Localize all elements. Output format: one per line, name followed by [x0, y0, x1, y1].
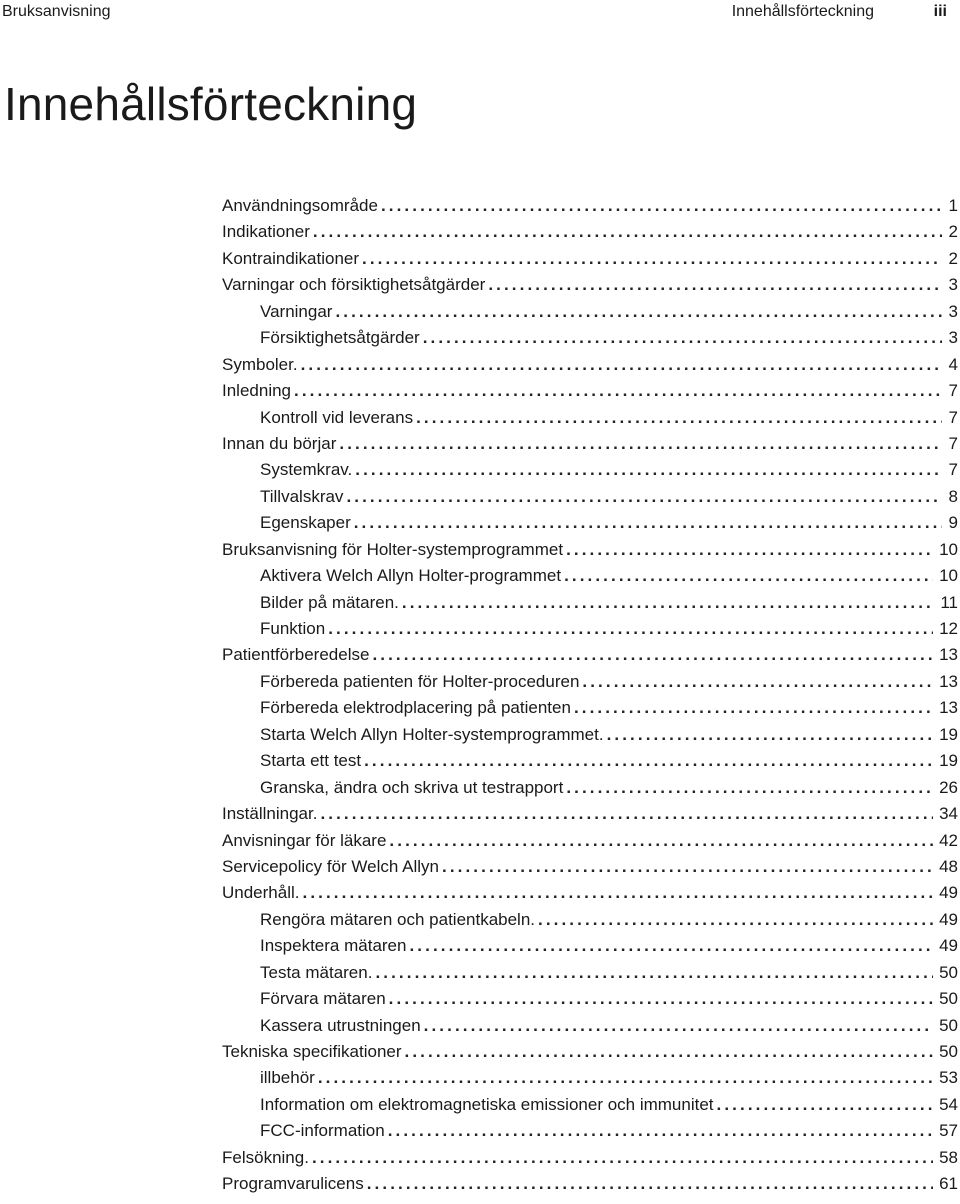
toc-dot-leader — [717, 1092, 934, 1118]
toc-dot-leader — [607, 722, 934, 748]
toc-entry-page-number: 4 — [948, 354, 958, 374]
toc-dot-leader — [409, 933, 933, 959]
toc-entry[interactable] — [222, 484, 960, 510]
toc-entry[interactable] — [222, 325, 960, 351]
toc-entry-label: Information om elektromagnetiska emissioner och immunitet — [260, 1094, 714, 1114]
toc-entry[interactable] — [222, 1118, 960, 1144]
toc-entry-page-number: 53 — [939, 1068, 958, 1088]
toc-entry-label: Starta Welch Allyn Holter-systemprogrammet. — [260, 724, 604, 744]
toc-dot-leader — [405, 1039, 934, 1065]
toc-entry-page-number: 12 — [939, 619, 958, 638]
toc-dot-leader — [389, 828, 933, 854]
toc-entry-label: Programvarulicens — [222, 1174, 364, 1194]
toc-entry-label: Tillvalskrav — [260, 486, 344, 506]
toc-dot-leader — [538, 907, 933, 933]
toc-entry-label: Anvisningar för läkare — [222, 830, 387, 850]
toc-entry-label: Varningar — [260, 301, 333, 321]
toc-dot-leader — [564, 563, 933, 589]
toc-entry[interactable] — [222, 616, 960, 642]
toc-entry-label: illbehör — [260, 1068, 315, 1088]
toc-entry[interactable] — [222, 510, 960, 536]
toc-dot-leader — [313, 219, 942, 245]
toc-entry[interactable] — [222, 272, 960, 298]
toc-entry-label: Rengöra mätaren och patientkabeln. — [260, 909, 536, 929]
toc-entry-label: Tekniska specifikationer — [222, 1042, 402, 1061]
toc-entry-label: Kassera utrustningen — [260, 1015, 421, 1035]
toc-entry-label: Förvara mätaren — [260, 989, 386, 1009]
toc-entry-page-number: 9 — [948, 513, 958, 533]
toc-entry[interactable] — [222, 880, 960, 906]
toc-entry-label: Inställningar. — [222, 804, 318, 824]
toc-dot-leader — [362, 246, 942, 272]
toc-entry-page-number: 49 — [939, 883, 958, 903]
toc-dot-leader — [346, 484, 942, 510]
toc-entry-label: Inledning — [222, 381, 292, 401]
toc-entry-page-number: 13 — [939, 645, 958, 665]
toc-entry-label: Förbereda elektrodplacering på patienten — [260, 698, 571, 718]
toc-entry-page-number: 3 — [948, 328, 958, 348]
toc-entry-label: Innan du börjar — [222, 433, 337, 453]
toc-entry-label: Symboler. — [222, 354, 298, 374]
toc-entry[interactable] — [222, 299, 960, 325]
toc-entry-page-number: 7 — [948, 433, 958, 453]
toc-dot-leader — [354, 510, 942, 536]
toc-dot-leader — [566, 775, 933, 801]
toc-dot-leader — [424, 1013, 933, 1039]
toc-dot-leader — [294, 378, 942, 404]
header-document-title: Bruksanvisning — [2, 3, 111, 20]
toc-dot-leader — [328, 616, 933, 642]
toc-entry-page-number: 7 — [948, 460, 958, 480]
toc-entry-page-number: 61 — [939, 1174, 958, 1194]
toc-entry[interactable] — [222, 722, 960, 748]
toc-entry-label: Starta ett test — [260, 751, 362, 771]
toc-entry-label: Användningsområde — [222, 196, 378, 215]
toc-dot-leader — [303, 880, 934, 906]
toc-entry[interactable] — [222, 1171, 960, 1197]
toc-entry-label: Förbereda patienten för Holter-proceduren — [260, 671, 580, 691]
toc-entry-label: Indikationer — [222, 222, 310, 242]
toc-dot-leader — [442, 854, 933, 880]
toc-entry-page-number: 10 — [939, 539, 958, 559]
toc-entry-page-number: 2 — [948, 248, 958, 268]
toc-entry-label: Testa mätaren. — [260, 962, 373, 982]
toc-dot-leader — [566, 537, 933, 563]
toc-entry-label: Kontraindikationer — [222, 248, 360, 268]
toc-entry-label: Egenskaper — [260, 513, 351, 533]
toc-entry[interactable] — [222, 748, 960, 774]
toc-entry-label: Systemkrav. — [260, 460, 353, 480]
toc-entry-label: Inspektera mätaren — [260, 936, 407, 956]
toc-entry[interactable] — [222, 695, 960, 721]
toc-entry-label: Patientförberedelse — [222, 645, 370, 665]
toc-entry[interactable] — [222, 193, 960, 219]
toc-dot-leader — [488, 272, 942, 298]
toc-dot-leader — [364, 748, 933, 774]
toc-dot-leader — [582, 669, 933, 695]
toc-entry-page-number: 1 — [948, 196, 958, 215]
toc-entry-page-number: 50 — [939, 962, 958, 982]
toc-entry-page-number: 50 — [939, 989, 958, 1009]
toc-dot-leader — [423, 325, 942, 351]
toc-entry[interactable] — [222, 219, 960, 245]
toc-entry[interactable] — [222, 563, 960, 589]
toc-entry-label: FCC-information — [260, 1121, 385, 1141]
toc-entry[interactable] — [222, 669, 960, 695]
toc-entry-label: Funktion — [260, 619, 326, 638]
toc-dot-leader — [375, 960, 933, 986]
toc-entry[interactable] — [222, 590, 960, 616]
toc-dot-leader — [381, 193, 942, 219]
toc-dot-leader — [339, 431, 942, 457]
toc-dot-leader — [301, 352, 942, 378]
table-of-contents — [222, 193, 960, 1198]
toc-entry-page-number: 50 — [939, 1042, 958, 1061]
toc-entry[interactable] — [222, 1092, 960, 1118]
toc-entry[interactable] — [222, 775, 960, 801]
toc-dot-leader — [335, 299, 942, 325]
toc-dot-leader — [574, 695, 933, 721]
toc-entry-page-number: 13 — [939, 671, 958, 691]
header-page-number: iii — [933, 3, 947, 20]
toc-entry-page-number: 11 — [940, 592, 958, 612]
toc-entry[interactable] — [222, 378, 960, 404]
toc-entry[interactable] — [222, 405, 960, 431]
toc-entry-label: Granska, ändra och skriva ut testrapport — [260, 777, 564, 797]
toc-entry-page-number: 8 — [948, 486, 958, 506]
toc-entry-label: Kontroll vid leverans — [260, 407, 414, 427]
toc-entry-page-number: 10 — [939, 566, 958, 586]
header-section-title: Innehållsförteckning — [731, 3, 874, 20]
toc-entry-page-number: 42 — [939, 830, 958, 850]
toc-entry-page-number: 13 — [939, 698, 958, 718]
toc-entry[interactable] — [222, 431, 960, 457]
toc-dot-leader — [320, 801, 933, 827]
toc-dot-leader — [388, 1118, 933, 1144]
toc-dot-leader — [367, 1171, 933, 1197]
toc-entry[interactable] — [222, 537, 960, 563]
toc-entry-label: Bruksanvisning för Holter-systemprogrammet — [222, 539, 564, 559]
toc-entry-page-number: 34 — [939, 804, 958, 824]
toc-entry-label: Varningar och försiktighetsåtgärder — [222, 275, 486, 295]
toc-entry[interactable] — [222, 828, 960, 854]
toc-entry-label: Försiktighetsåtgärder — [260, 328, 420, 348]
toc-entry-label: Aktivera Welch Allyn Holter-programmet — [260, 566, 562, 586]
page-title: Innehållsförteckning — [4, 78, 418, 130]
toc-dot-leader — [355, 457, 942, 483]
toc-entry-label: Felsökning. — [222, 1147, 309, 1167]
toc-entry[interactable] — [222, 986, 960, 1012]
toc-dot-leader — [416, 405, 942, 431]
toc-entry-page-number: 7 — [948, 407, 958, 427]
toc-dot-leader — [312, 1145, 933, 1171]
toc-entry-page-number: 57 — [939, 1121, 958, 1141]
toc-entry[interactable] — [222, 1039, 960, 1065]
toc-entry-page-number: 19 — [939, 751, 958, 771]
toc-entry[interactable] — [222, 907, 960, 933]
running-header — [0, 0, 960, 30]
toc-dot-leader — [402, 590, 934, 616]
toc-entry-page-number: 49 — [939, 936, 958, 956]
toc-entry-page-number: 3 — [948, 301, 958, 321]
toc-entry-label: Bilder på mätaren. — [260, 592, 399, 612]
toc-entry-label: Underhåll. — [222, 883, 300, 903]
toc-entry[interactable] — [222, 1065, 960, 1091]
toc-entry-page-number: 54 — [939, 1094, 958, 1114]
toc-entry[interactable] — [222, 1013, 960, 1039]
toc-entry[interactable] — [222, 246, 960, 272]
toc-entry-label: Servicepolicy för Welch Allyn — [222, 856, 439, 876]
toc-entry-page-number: 58 — [939, 1147, 958, 1167]
toc-dot-leader — [318, 1065, 933, 1091]
toc-entry-page-number: 3 — [948, 275, 958, 295]
toc-entry-page-number: 49 — [939, 909, 958, 929]
toc-entry[interactable] — [222, 642, 960, 668]
toc-entry-page-number: 2 — [948, 222, 958, 242]
toc-entry-page-number: 26 — [939, 777, 958, 797]
toc-entry[interactable] — [222, 352, 960, 378]
toc-dot-leader — [372, 642, 933, 668]
toc-entry-page-number: 19 — [939, 724, 958, 744]
toc-dot-leader — [389, 986, 933, 1012]
toc-entry[interactable] — [222, 854, 960, 880]
toc-entry-page-number: 7 — [948, 381, 958, 401]
toc-entry[interactable] — [222, 960, 960, 986]
toc-entry[interactable] — [222, 457, 960, 483]
toc-entry[interactable] — [222, 1145, 960, 1171]
toc-entry[interactable] — [222, 801, 960, 827]
toc-entry[interactable] — [222, 933, 960, 959]
toc-entry-page-number: 48 — [939, 856, 958, 876]
toc-entry-page-number: 50 — [939, 1015, 958, 1035]
